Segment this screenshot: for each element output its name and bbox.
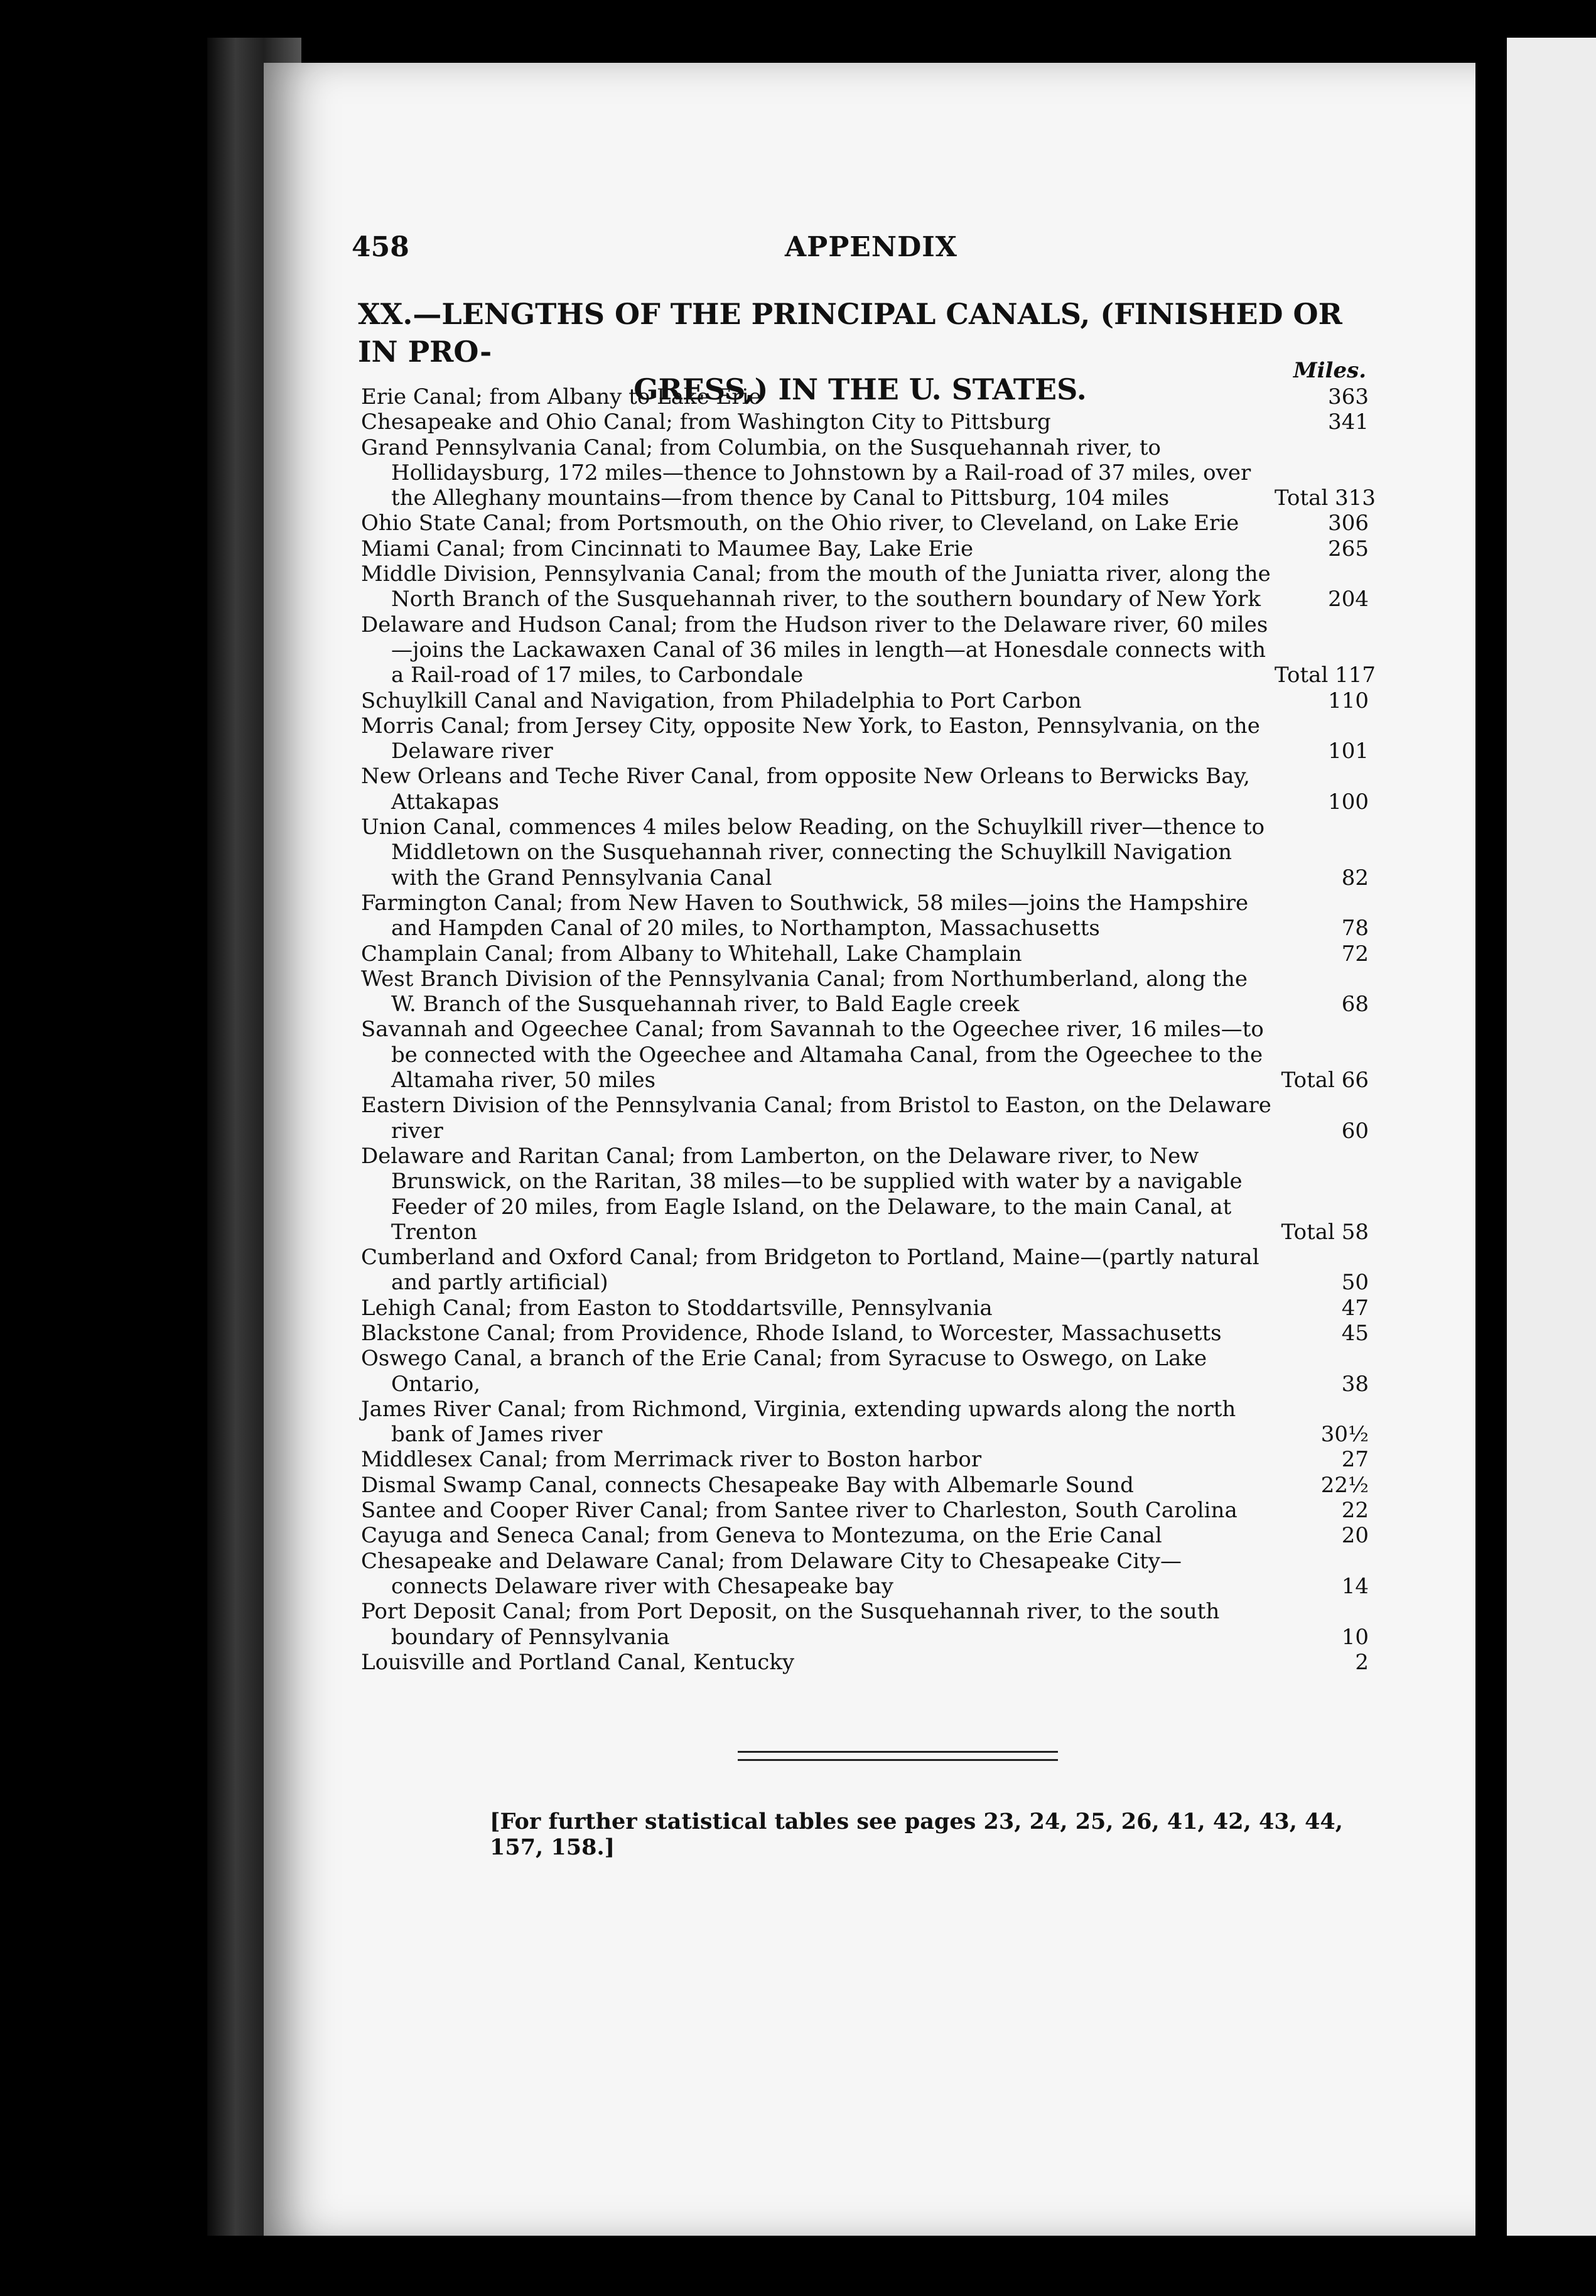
canal-length-miles: 60 <box>1341 1118 1369 1144</box>
canal-length-miles: 72 <box>1341 941 1369 967</box>
canal-entry <box>361 1549 1369 1600</box>
canal-description: Champlain Canal; from Albany to Whitehall, Lake Champlain <box>361 941 1022 967</box>
canal-entry <box>361 941 1369 967</box>
page-number: 458 <box>352 231 409 263</box>
canal-description: Chesapeake and Delaware Canal; from Delaware City to Chesapeake City—connects Delaware river with Chesapeake bay <box>361 1548 1182 1599</box>
canal-entry <box>361 1245 1369 1296</box>
canal-entry <box>361 815 1369 891</box>
canal-length-miles: 45 <box>1341 1320 1369 1346</box>
miles-column-header: Miles. <box>1293 358 1367 383</box>
canal-description: Middlesex Canal; from Merrimack river to Boston harbor <box>361 1447 982 1473</box>
canal-length-miles: 50 <box>1341 1270 1369 1296</box>
canal-entry <box>361 1296 1369 1321</box>
canal-entry <box>361 511 1369 536</box>
canal-description: Lehigh Canal; from Easton to Stoddartsville, Pennsylvania <box>361 1295 993 1321</box>
canal-entry <box>361 967 1369 1017</box>
canal-length-miles: 22 <box>1341 1498 1369 1524</box>
canal-entry <box>361 1650 1369 1675</box>
canal-length-miles: 14 <box>1341 1573 1369 1599</box>
canal-description: Louisville and Portland Canal, Kentucky <box>361 1649 795 1675</box>
canal-entry <box>361 435 1376 511</box>
canal-entry <box>361 713 1369 764</box>
canal-length-miles: Total 117 <box>1275 663 1376 688</box>
canal-description: James River Canal; from Richmond, Virginia, extending upwards along the north bank of James river <box>361 1396 1236 1448</box>
canal-description: Eastern Division of the Pennsylvania Canal; from Bristol to Easton, on the Delaware river <box>361 1093 1271 1144</box>
canal-entry <box>361 688 1369 713</box>
canal-description: Port Deposit Canal; from Port Deposit, on the Susquehannah river, to the south boundary of Pennsylvania <box>361 1599 1220 1650</box>
page-gutter <box>1477 38 1507 2236</box>
canal-entry <box>361 1144 1369 1245</box>
table-heading-line-2: GRESS,) IN THE U. STATES. <box>634 372 1087 406</box>
canal-entry <box>361 1397 1369 1448</box>
canal-length-miles: 265 <box>1328 536 1369 561</box>
canal-description: Grand Pennsylvania Canal; from Columbia, on the Susquehannah river, to Hollidaysburg, 172 miles—thence to Johnstown by a Rail-road of 37 miles, over the Alleghany mountains—from thence by Canal to Pittsburg, 104 miles <box>361 435 1251 511</box>
canal-length-miles: 82 <box>1341 865 1369 891</box>
canal-description: New Orleans and Teche River Canal, from opposite New Orleans to Berwicks Bay, Attakapas <box>361 764 1250 815</box>
canal-length-miles: 363 <box>1328 384 1369 409</box>
canal-length-miles: 10 <box>1341 1624 1369 1650</box>
canal-description: Cumberland and Oxford Canal; from Bridgeton to Portland, Maine—(partly natural and partly artificial) <box>361 1245 1259 1296</box>
canal-length-miles: Total 58 <box>1281 1219 1369 1245</box>
canal-length-miles: 30½ <box>1320 1422 1369 1448</box>
canal-description: Delaware and Raritan Canal; from Lamberton, on the Delaware river, to New Brunswick, on the Raritan, 38 miles—to be supplied with water by a navigable Feeder of 20 miles, from Eagle Island, on the Delaware, to the main Canal, at Trenton <box>361 1143 1243 1245</box>
canal-entry <box>361 764 1369 815</box>
canal-entry <box>361 1498 1369 1523</box>
canal-length-miles: 204 <box>1328 587 1369 612</box>
canal-entry <box>361 1473 1369 1498</box>
canal-length-miles: 341 <box>1328 409 1369 435</box>
canal-description: Delaware and Hudson Canal; from the Hudson river to the Delaware river, 60 miles—joins the Lackawaxen Canal of 36 miles in length—at Honesdale connects with a Rail-road of 17 miles, to Carbondale <box>361 612 1268 688</box>
canal-length-miles: 78 <box>1341 916 1369 941</box>
canal-entry <box>361 1523 1369 1548</box>
canal-description: Oswego Canal, a branch of the Erie Canal; from Syracuse to Oswego, on Lake Ontario, <box>361 1346 1207 1397</box>
double-rule-divider <box>738 1751 1058 1761</box>
canal-entry <box>361 891 1369 941</box>
canal-length-miles: 38 <box>1341 1371 1369 1397</box>
canal-description: Farmington Canal; from New Haven to Southwick, 58 miles—joins the Hampshire and Hampden Canal of 20 miles, to Northampton, Massachusetts <box>361 890 1249 941</box>
canal-entry <box>361 1017 1369 1093</box>
adjacent-page-edge <box>1507 38 1596 2236</box>
canal-length-miles: 110 <box>1328 688 1369 713</box>
canal-description: Ohio State Canal; from Portsmouth, on the Ohio river, to Cleveland, on Lake Erie <box>361 511 1239 536</box>
canal-description: Union Canal, commences 4 miles below Reading, on the Schuylkill river—thence to Middletown on the Susquehannah river, connecting the Schuylkill Navigation with the Grand Pennsylvania Canal <box>361 815 1265 891</box>
canal-entry <box>361 561 1369 612</box>
canal-entry <box>361 1447 1369 1472</box>
canal-description: Santee and Cooper River Canal; from Santee river to Charleston, South Carolina <box>361 1498 1237 1524</box>
canal-description: Morris Canal; from Jersey City, opposite New York, to Easton, Pennsylvania, on the Delaware river <box>361 713 1260 764</box>
canal-description: Schuylkill Canal and Navigation, from Philadelphia to Port Carbon <box>361 688 1082 713</box>
canal-length-miles: 101 <box>1328 739 1369 764</box>
canal-length-miles: Total 313 <box>1275 485 1376 511</box>
canal-entry <box>361 1321 1369 1346</box>
canal-length-miles: 306 <box>1328 511 1369 536</box>
canal-length-miles: Total 66 <box>1281 1068 1369 1093</box>
canal-length-miles: 20 <box>1341 1523 1369 1549</box>
canal-description: Savannah and Ogeechee Canal; from Savannah to the Ogeechee river, 16 miles—to be connected with the Ogeechee and Altamaha Canal, from the Ogeechee to the Altamaha river, 50 miles <box>361 1017 1264 1093</box>
canal-description: West Branch Division of the Pennsylvania Canal; from Northumberland, along the W. Branch of the Susquehannah river, to Bald Eagle creek <box>361 966 1248 1017</box>
canal-description: Cayuga and Seneca Canal; from Geneva to Montezuma, on the Erie Canal <box>361 1523 1162 1549</box>
canal-entry <box>361 409 1369 435</box>
canal-entry <box>361 536 1369 561</box>
canal-length-miles: 100 <box>1328 789 1369 815</box>
canal-length-miles: 22½ <box>1320 1472 1369 1498</box>
canal-list <box>361 384 1376 1675</box>
canal-description: Erie Canal; from Albany to Lake Erie <box>361 384 762 409</box>
canal-entry <box>361 1093 1369 1144</box>
canal-description: Miami Canal; from Cincinnati to Maumee Bay, Lake Erie <box>361 536 974 561</box>
canal-description: Middle Division, Pennsylvania Canal; from the mouth of the Juniatta river, along the North Branch of the Susquehannah river, to the southern boundary of New York <box>361 561 1271 612</box>
canal-entry <box>361 1346 1369 1397</box>
canal-length-miles: 2 <box>1355 1649 1369 1675</box>
canal-length-miles: 68 <box>1341 992 1369 1017</box>
footer-note: [For further statistical tables see pages 23, 24, 25, 26, 41, 42, 43, 44, 157, 158.] <box>490 1809 1343 1860</box>
canal-description: Chesapeake and Ohio Canal; from Washington City to Pittsburg <box>361 409 1051 435</box>
running-title: APPENDIX <box>785 231 957 263</box>
table-heading-line-1: XX.—LENGTHS OF THE PRINCIPAL CANALS, (FINISHED OR IN PRO- <box>358 297 1342 369</box>
canal-entry <box>361 384 1369 409</box>
canal-description: Dismal Swamp Canal, connects Chesapeake Bay with Albemarle Sound <box>361 1472 1134 1498</box>
canal-length-miles: 27 <box>1341 1447 1369 1473</box>
canal-entry <box>361 1599 1369 1650</box>
canal-description: Blackstone Canal; from Providence, Rhode Island, to Worcester, Massachusetts <box>361 1320 1222 1346</box>
canal-entry <box>361 612 1376 688</box>
canal-length-miles: 47 <box>1341 1295 1369 1321</box>
